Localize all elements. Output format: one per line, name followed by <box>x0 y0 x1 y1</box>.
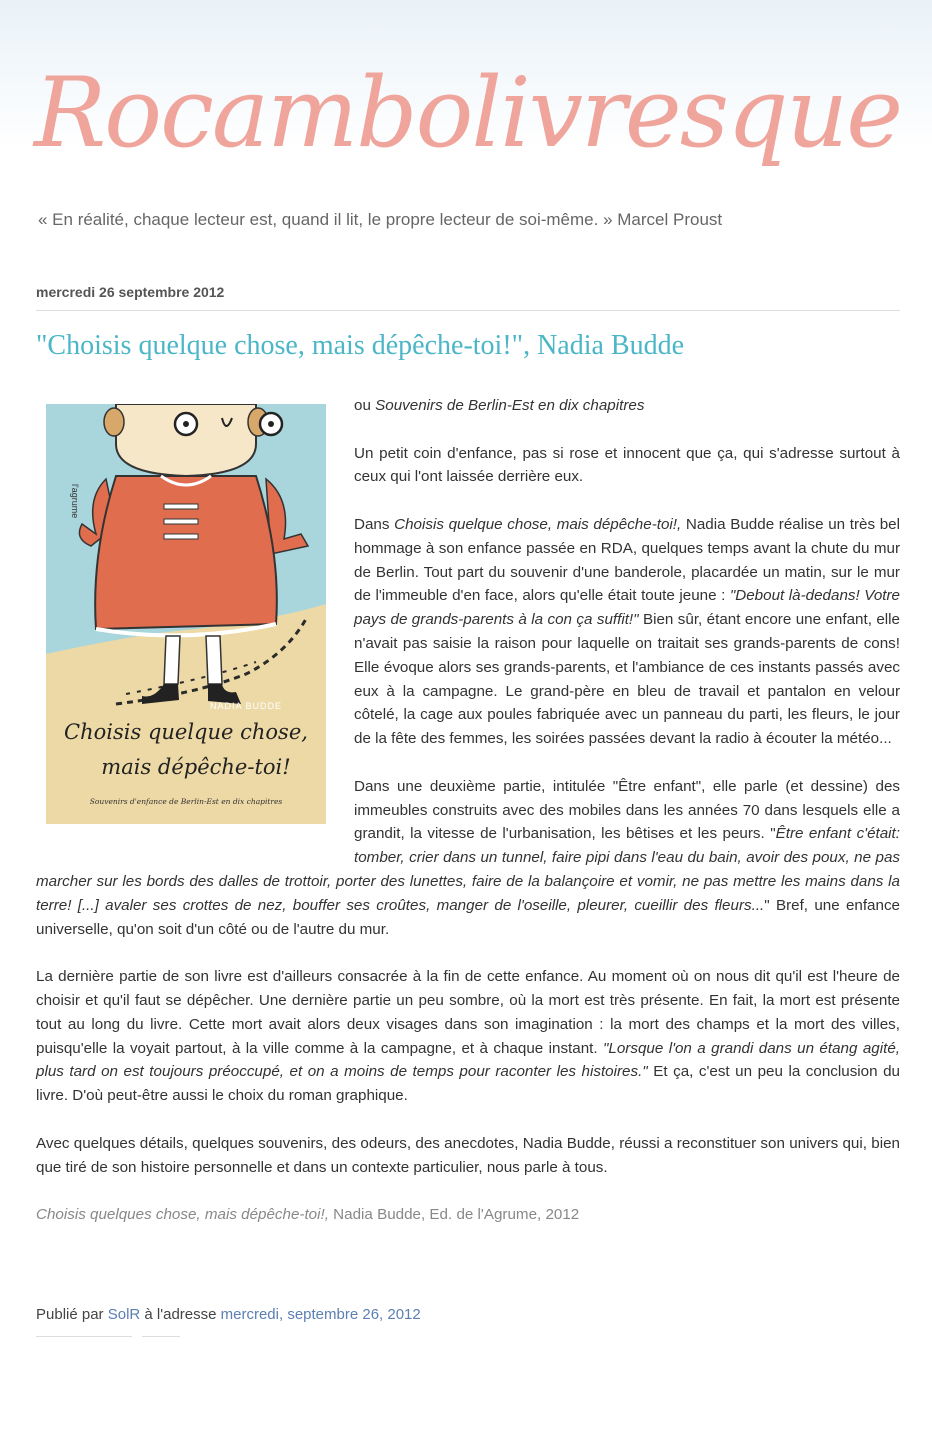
post-permalink[interactable]: mercredi, septembre 26, 2012 <box>220 1306 421 1323</box>
footer-divider-short <box>142 1336 180 1337</box>
cover-title-line1: Choisis quelque chose, <box>64 720 308 744</box>
cover-title-line2: mais dépêche-toi! <box>101 755 291 779</box>
cover-author: NADIA BUDDE <box>209 701 283 711</box>
cover-float-spacer <box>36 394 354 848</box>
post-paragraph-2: Un petit coin d'enfance, pas si rose et innocent que ça, qui s'adresse surtout à ceux qui l'ont laissée derrière eux. <box>354 444 900 486</box>
published-by-label: Publié par <box>36 1306 108 1323</box>
svg-text:l'agrume: l'agrume <box>70 484 80 519</box>
post-title[interactable]: "Choisis quelque chose, mais dépêche-toi!", Nadia Budde <box>36 330 685 361</box>
post-paragraph-6: Avec quelques détails, quelques souvenirs, des odeurs, des anecdotes, Nadia Budde, réussi a reconstituer son univers qui, bien que tiré de son histoire personnelle et dans un contexte particulier, nous parle à tous. <box>36 1134 900 1176</box>
post-paragraph-1: ou Souvenirs de Berlin-Est en dix chapitres <box>354 397 645 414</box>
post-date-header: mercredi 26 septembre 2012 <box>36 284 225 300</box>
post-paragraph-3: Dans Choisis quelque chose, mais dépêche-toi!, Nadia Budde réalise un très bel hommage à son enfance passée en RDA, quelques temps avant la chute du mur de Berlin. Tout part du souvenir d'une banderole, placardée un matin, sur le mur de l'immeuble d'en face, alors qu'elle était toute jeune : "Debout là-dedans! Votre pays de grands-parents à la con ça suffit!" Bien sûr, étant encore une enfant, elle n'avait pas saisie la raison pour laquelle on traitait ses grands-parents de cons! Elle évoque alors ses grands-parents, et l'ambiance de ces instants passés avec eux à la campagne. Le grand-père en bleu de travail et pantalon en velour côtelé, la cage aux poules fabriquée avec un panneau du parti, les fleurs, le jour de la fête des femmes, les soirées passées devant la radio à écouter la météo... <box>354 515 900 748</box>
post-footer <box>36 1306 421 1323</box>
blog-tagline: « En réalité, chaque lecteur est, quand il lit, le propre lecteur de soi-même. » Marcel Proust <box>38 210 723 229</box>
post-paragraph-5: La dernière partie de son livre est d'ailleurs consacrée à la fin de cette enfance. Au moment où on nous dit qu'il est l'heure de choisir et qu'il faut se dépêcher. Une dernière partie un peu sombre, où la mort est très présente. En fait, la mort est présente tout au long du livre. Cette mort avait alors deux visages dans son imagination : la mort des champs et la mort des villes, puisqu'elle la voyait partout, à la ville comme à la campagne, et à chaque instant. "Lorsque l'on a grandi dans un étang agité, plus tard on est toujours préoccupé, et on a moins de temps pour raconter les histoires." Et ça, c'est un peu la conclusion du livre. D'où peut-être aussi le choix du roman graphique. <box>36 968 900 1105</box>
blog-title[interactable]: Rocambolivresque <box>34 57 902 169</box>
post-paragraph-4: Dans une deuxième partie, intitulée "Être enfant", elle parle (et dessine) des immeubles construits avec des mobiles dans les années 70 dans lesquels elle a grandit, la vitesse de l'urbanisation, les bêtises et les peurs. "Être enfant c'était: tomber, crier dans un tunnel, faire pipi dans l'eau du bain, avoir des poux, ne pas marcher sur les bords des dalles de trottoir, porter des lunettes, faire de la balançoire et vomir, ne pas mettre les mains dans la terre! [...] avaler ses crottes de nez, bouffer ses croûtes, manger de l'oseille, pleurer, cueillir des fleurs..." Bref, une enfance universelle, qu'on soit d'un côté ou de l'autre du mur. <box>36 777 900 938</box>
date-divider <box>36 310 900 311</box>
cover-subtitle: Souvenirs d'enfance de Berlin-Est en dix chapitres <box>89 797 283 806</box>
post-body <box>36 394 900 1251</box>
at-address-label: à l'adresse <box>140 1306 221 1323</box>
book-reference: Choisis quelques chose, mais dépêche-toi!, Nadia Budde, Ed. de l'Agrume, 2012 <box>36 1206 580 1224</box>
author-link[interactable]: SolR <box>107 1306 141 1323</box>
footer-divider <box>36 1336 132 1337</box>
